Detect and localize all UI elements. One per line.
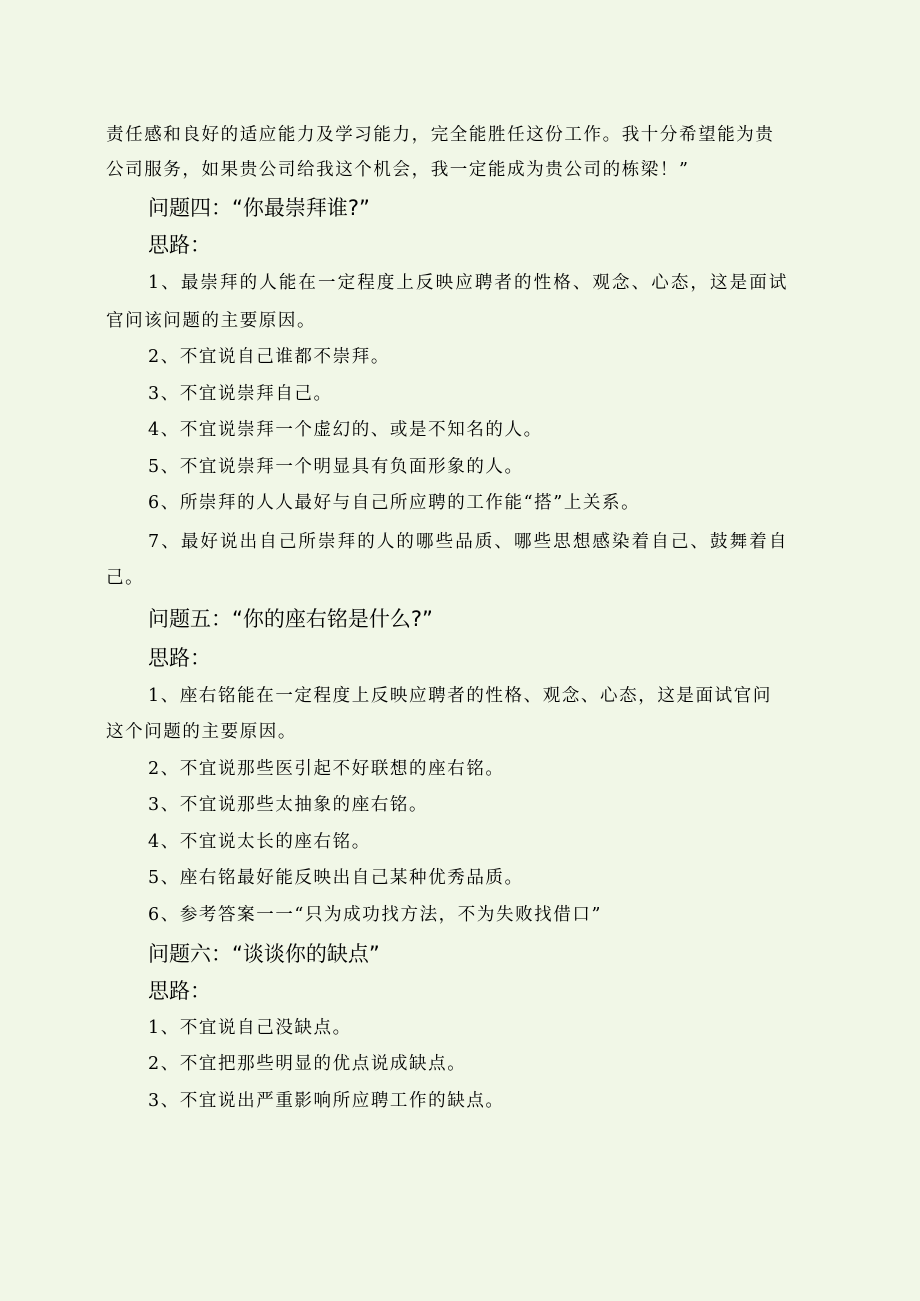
- list-item: 1、不宜说自己没缺点。: [148, 1018, 352, 1038]
- list-item: 4、不宜说崇拜一个虚幻的、或是不知名的人。: [148, 420, 543, 440]
- list-item: 2、不宜说自己谁都不崇拜。: [148, 347, 390, 367]
- list-item: 6、参考答案一一“只为成功找方法，不为失败找借口”: [148, 905, 603, 925]
- question-heading: 问题四：“你最崇拜谁?”: [148, 196, 370, 220]
- list-item: 2、不宜把那些明显的优点说成缺点。: [148, 1054, 467, 1074]
- list-item: 3、不宜说那些太抽象的座右铭。: [148, 795, 429, 815]
- list-item: 6、所崇拜的人人最好与自己所应聘的工作能“搭”上关系。: [148, 493, 641, 513]
- question-heading: 问题五：“你的座右铭是什么?”: [148, 607, 433, 631]
- list-item: 2、不宜说那些医引起不好联想的座右铭。: [148, 759, 505, 779]
- list-item-continuation: 己。: [106, 568, 145, 588]
- list-item-continuation: 官问该问题的主要原因。: [106, 311, 317, 331]
- approach-heading: 思路：: [148, 646, 211, 670]
- list-item: 5、不宜说崇拜一个明显具有负面形象的人。: [148, 457, 524, 477]
- list-item: 7、最好说出自己所崇拜的人的哪些品质、哪些思想感染着自己、鼓舞着自: [148, 532, 789, 552]
- list-item: 5、座右铭最好能反映出自己某种优秀品质。: [148, 868, 524, 888]
- list-item-continuation: 这个问题的主要原因。: [106, 722, 297, 742]
- question-heading: 问题六：“谈谈你的缺点”: [148, 942, 380, 966]
- list-item: 3、不宜说崇拜自己。: [148, 384, 333, 404]
- body-text-line: 责任感和良好的适应能力及学习能力，完全能胜任这份工作。我十分希望能为贵: [106, 125, 775, 145]
- list-item: 4、不宜说太长的座右铭。: [148, 832, 371, 852]
- approach-heading: 思路：: [148, 233, 211, 257]
- list-item: 3、不宜说出严重影响所应聘工作的缺点。: [148, 1091, 505, 1111]
- list-item: 1、座右铭能在一定程度上反映应聘者的性格、观念、心态，这是面试官问: [148, 686, 772, 706]
- body-text-line: 公司服务，如果贵公司给我这个机会，我一定能成为贵公司的栋梁！”: [106, 160, 690, 180]
- list-item: 1、最崇拜的人能在一定程度上反映应聘者的性格、观念、心态，这是面试: [148, 273, 789, 293]
- approach-heading: 思路：: [148, 979, 211, 1003]
